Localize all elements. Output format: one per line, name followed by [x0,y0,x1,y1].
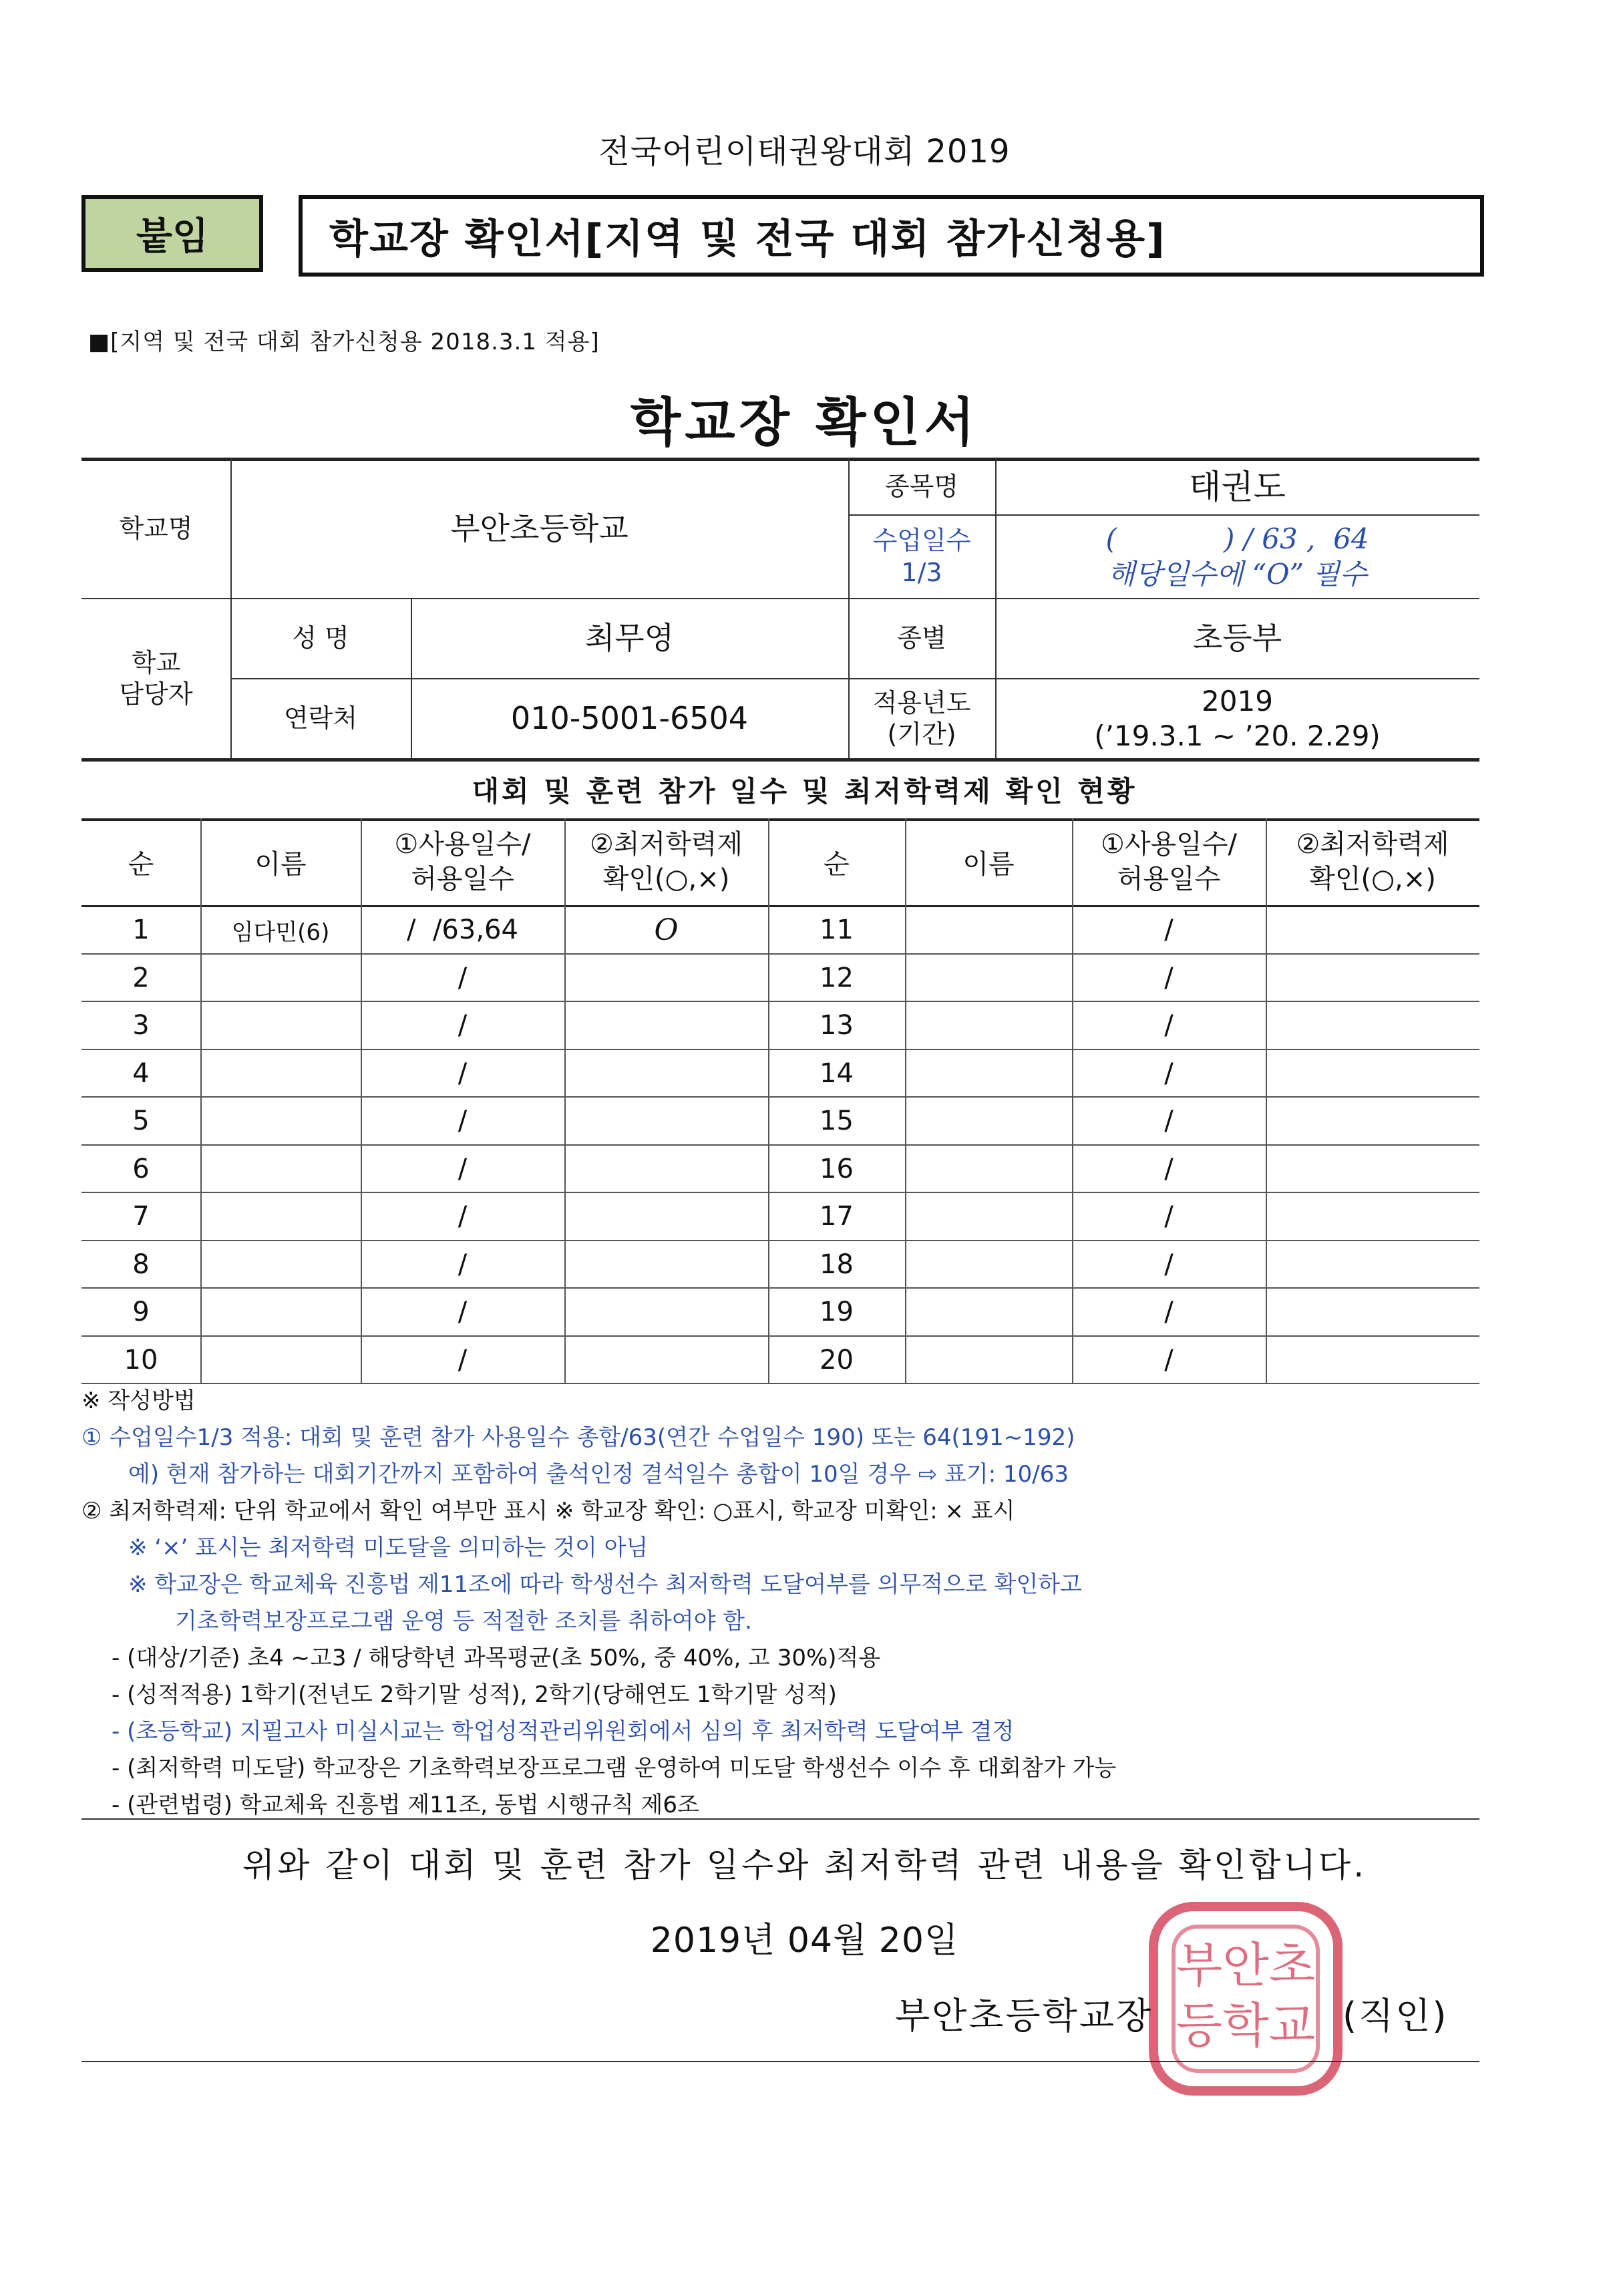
row-no: 10 [124,1345,158,1375]
sport-label: 종목명 [884,472,959,502]
row-check [1266,1098,1479,1144]
row-check [1266,1050,1479,1097]
row-days: / [1164,1154,1174,1184]
row-name [905,1241,1072,1288]
row-name [905,1337,1072,1383]
method-line: - (초등학교) 지필고사 미실시교는 학업성적관리위원회에서 심의 후 최저학력 도달여부 결정 [112,1718,1015,1745]
class-days-label [848,516,995,598]
school-seal-stamp [1145,1899,1346,2099]
method-line: 예) 현재 참가하는 대회기간까지 포함하여 출석인정 결석일수 총합이 10일 경우 ⇨ 표기: 10/63 [128,1461,1069,1488]
row-days: / [458,1010,468,1041]
col-header-no: 순 [824,848,850,880]
sport-value: 태권도 [1189,467,1286,506]
row-name [905,1146,1072,1192]
row-name [905,1289,1072,1335]
table-heading: 대회 및 훈련 참가 일수 및 최저학력제 확인 현황 [472,775,1137,808]
row-name [905,1193,1072,1240]
row-name [905,907,1072,953]
writing-method [81,1383,1517,1824]
row-name [200,1289,361,1335]
row-days: / [458,1297,468,1327]
contact-label: 연락처 [283,703,358,733]
row-no: 14 [820,1058,854,1089]
method-line: - (관련법령) 학교체육 진흥법 제11조, 동법 시행규칙 제6조 [112,1792,699,1818]
name-value: 최무영 [584,620,675,657]
name-label: 성 명 [292,623,349,653]
row-check [1266,1002,1479,1049]
staff-label [81,599,230,758]
row-no: 20 [820,1345,854,1375]
row-name [200,1146,361,1192]
row-days: / [458,963,468,993]
row-days: / [458,1154,468,1184]
confirmation-date: 2019년 04월 20일 [650,1921,959,1961]
attachment-badge: 붙임 [81,195,263,272]
row-no: 16 [820,1154,854,1184]
row-days: / [1164,1249,1174,1280]
row-check [564,1098,768,1144]
staff-label-line2: 담당자 [119,679,193,709]
class-days-value [995,516,1479,598]
year-label-line2: (기간) [887,719,956,749]
col-header-min [1266,818,1479,905]
row-days: / [1164,1297,1174,1327]
event-title: 전국어린이태권왕대회 2019 [598,133,1011,170]
row-days: / [1164,1201,1174,1232]
col-header-name: 이름 [254,848,307,880]
method-line: 기초학력보장프로그램 운영 등 적절한 조치를 취하여야 함. [175,1608,752,1635]
row-no: 6 [132,1154,150,1184]
col-header-min-line2: 확인(○,×) [1309,864,1436,894]
row-name [905,1050,1072,1097]
division-label: 종별 [897,623,946,653]
division-value: 초등부 [1192,620,1282,657]
row-days: / [1164,1345,1174,1375]
row-name [905,1002,1072,1049]
row-days: / [458,1345,468,1375]
row-check [564,1241,768,1288]
class-days-note: 해당일수에 “O” 필수 [1107,557,1367,591]
method-line: ① 수업일수1/3 적용: 대회 및 훈련 참가 사용일수 총합/63(연간 수업일수 190) 또는 64(191~192) [81,1424,1075,1451]
row-no: 4 [132,1058,150,1089]
row-check [1266,1241,1479,1288]
col-header-days-line1: ①사용일수/ [1101,829,1237,860]
row-check [564,1050,768,1097]
row-days: / [458,1249,468,1280]
col-header-min-line1: ②최저학력제 [1296,829,1449,860]
row-check [564,1002,768,1049]
school-name-value: 부안초등학교 [450,510,629,546]
row-days: / /63,64 [407,915,518,945]
row-name: 임다민(6) [231,919,330,946]
contact-value: 010-5001-6504 [510,700,749,737]
row-days: / [1164,1058,1174,1089]
school-name-label: 학교명 [119,513,193,543]
col-header-days-line1: ①사용일수/ [394,829,531,860]
row-name [200,1193,361,1240]
col-header-days [361,818,564,905]
seal-glyphs-top: 부안초 [1176,1937,1316,1993]
method-line: ② 최저학력제: 단위 학교에서 확인 여부만 표시 ※ 학교장 확인: ○표시, 학교장 미확인: × 표시 [81,1498,1015,1524]
row-name [200,955,361,1001]
apply-note: ■[지역 및 전국 대회 참가신청용 2018.3.1 적용] [88,329,600,355]
row-no: 9 [132,1297,150,1327]
col-header-name: 이름 [962,848,1015,880]
row-no: 13 [820,1010,854,1041]
row-check: O [654,913,679,947]
row-days: / [1164,1010,1174,1041]
year-value [995,679,1479,758]
staff-label-line1: 학교 [131,647,181,677]
row-days: / [458,1201,468,1232]
row-no: 12 [820,963,854,993]
row-no: 8 [132,1249,150,1280]
method-line: - (성적적용) 1학기(전년도 2학기말 성적), 2학기(당해연도 1학기말 성적) [112,1681,837,1708]
col-header-days-line2: 허용일수 [411,864,514,894]
footer-divider [81,1818,1479,1820]
row-no: 3 [132,1010,150,1041]
row-name [200,1050,361,1097]
col-header-min [564,818,768,905]
row-no: 5 [132,1106,150,1136]
method-line: - (대상/기준) 초4 ~고3 / 해당학년 과목평균(초 50%, 중 40%, 고 30%)적용 [112,1645,881,1671]
bottom-divider [81,2061,1479,2062]
row-no: 17 [820,1201,854,1232]
year-period: (’19.3.1 ~ ’20. 2.29) [1094,719,1381,752]
row-name [200,1098,361,1144]
col-header-min-line2: 확인(○,×) [602,864,730,894]
seal-glyphs-bottom: 등학교 [1176,1997,1316,2054]
row-no: 11 [820,915,854,945]
row-check [1266,1193,1479,1240]
document-heading: 학교장 확인서 [630,393,979,453]
row-check [564,955,768,1001]
col-header-days-line2: 허용일수 [1117,864,1221,894]
row-days: / [1164,963,1174,993]
row-no: 1 [132,915,150,945]
row-check [564,1146,768,1192]
year-label [848,679,995,758]
row-days: / [458,1058,468,1089]
row-no: 19 [820,1297,854,1327]
row-check [1266,1337,1479,1383]
col-header-days [1072,818,1266,905]
row-no: 18 [820,1249,854,1280]
row-check [1266,1146,1479,1192]
row-check [564,1193,768,1240]
row-check [1266,1289,1479,1335]
method-line: ※ ‘×’ 표시는 최저학력 미도달을 의미하는 것이 아님 [128,1534,649,1561]
info-bottom-border [81,758,1479,762]
row-check [564,1337,768,1383]
row-no: 2 [132,963,150,993]
row-no: 15 [820,1106,854,1136]
year-label-line1: 적용년도 [872,687,971,717]
row-name [905,1098,1072,1144]
row-days: / [1164,1106,1174,1136]
row-days: / [1164,915,1174,945]
col-header-no: 순 [128,848,154,880]
form-title: 학교장 확인서[지역 및 전국 대회 참가신청용] [299,195,1484,277]
col-header-min-line1: ②최저학력제 [589,829,743,860]
row-name [200,1337,361,1383]
year-number: 2019 [1202,684,1273,717]
row-check [1266,907,1479,953]
row-no: 7 [132,1201,150,1232]
row-name [905,955,1072,1001]
row-check [564,1289,768,1335]
row-name [200,1002,361,1049]
principal-title: 부안초등학교장 [895,1995,1153,2037]
class-days-fraction: ( ) / 63 , 64 [1105,522,1369,555]
row-name [200,1241,361,1288]
class-days-label-line1: 수업일수 [872,526,971,555]
class-days-label-line2: 1/3 [901,557,942,587]
row-check [1266,955,1479,1001]
method-line: ※ 학교장은 학교체육 진흥법 제11조에 따라 학생선수 최저학력 도달여부를 의무적으로 확인하고 [128,1571,1082,1598]
method-title: ※ 작성방법 [81,1387,196,1414]
row-days: / [458,1106,468,1136]
seal-label: (직인) [1343,1995,1449,2037]
method-line: - (최저학력 미도달) 학교장은 기초학력보장프로그램 운영하여 미도달 학생선수 이수 후 대회참가 가능 [112,1755,1117,1782]
confirmation-text: 위와 같이 대회 및 훈련 참가 일수와 최저학력 관련 내용을 확인합니다. [242,1846,1367,1884]
